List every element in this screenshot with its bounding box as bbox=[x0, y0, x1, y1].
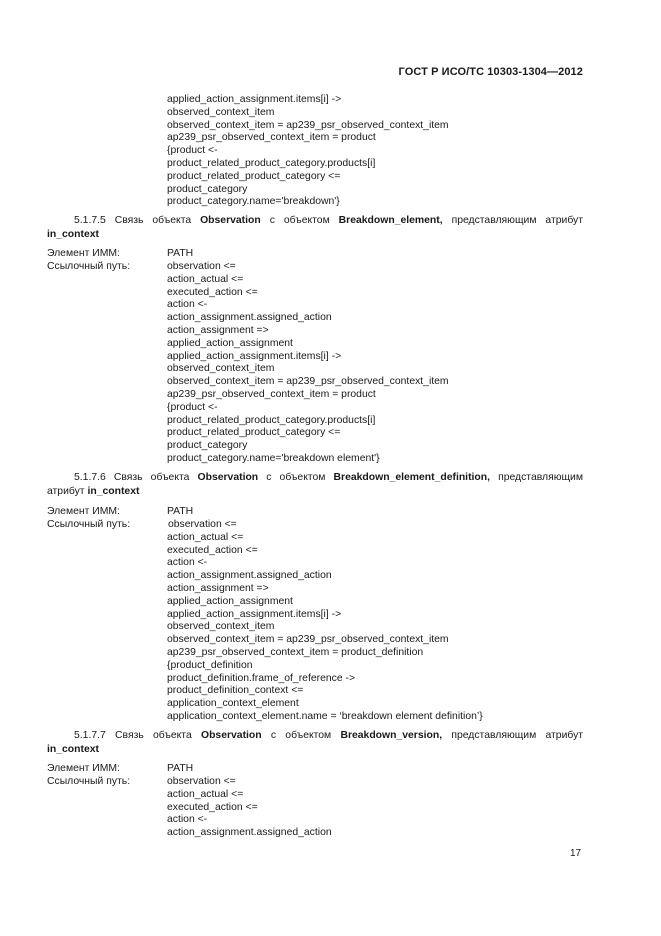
path-line: observed_context_item = ap239_psr_observed_context_item bbox=[167, 119, 449, 131]
path-line: applied_action_assignment bbox=[167, 595, 293, 607]
path-label: Ссылочный путь: bbox=[47, 261, 131, 272]
imm-value: PATH bbox=[167, 763, 194, 774]
path-line: action <- bbox=[167, 299, 208, 311]
path-line: observed_context_item = ap239_psr_observed_context_item bbox=[167, 634, 449, 646]
path-line: action_assignment => bbox=[167, 324, 269, 336]
path-label: Ссылочный путь: bbox=[47, 776, 131, 787]
page-number: 17 bbox=[570, 848, 582, 859]
path-line: observed_context_item = ap239_psr_observed_context_item bbox=[167, 376, 449, 388]
path-line: action_assignment.assigned_action bbox=[167, 827, 332, 839]
section-heading-5177 bbox=[47, 729, 583, 757]
imm-label: Элемент ИММ: bbox=[47, 763, 120, 774]
section-heading-5176 bbox=[47, 471, 583, 499]
path-line: action_actual <= bbox=[167, 531, 244, 543]
path-line: action_assignment => bbox=[167, 582, 269, 594]
path-line: product_category bbox=[167, 440, 248, 452]
path-line: {product <- bbox=[167, 145, 218, 157]
section-heading-5175 bbox=[47, 214, 583, 242]
path-block-5177 bbox=[167, 776, 332, 840]
path-line: product_related_product_category <= bbox=[167, 427, 341, 439]
imm-label: Элемент ИММ: bbox=[47, 248, 120, 259]
path-line: action_actual <= bbox=[167, 788, 244, 800]
path-line: ap239_psr_observed_context_item = product bbox=[167, 388, 376, 400]
path-line: product_definition_context <= bbox=[167, 685, 304, 697]
section-attribute: атрибут in_context bbox=[47, 486, 140, 497]
path-line: product_related_product_category.products[i] bbox=[167, 414, 376, 426]
path-line: executed_action <= bbox=[167, 544, 258, 556]
path-line: executed_action <= bbox=[167, 801, 258, 813]
section-attribute: in_context bbox=[47, 744, 99, 755]
path-line: executed_action <= bbox=[167, 286, 258, 298]
path-line: {product_definition bbox=[167, 659, 253, 671]
path-label: Ссылочный путь: bbox=[47, 519, 131, 530]
section-heading-line: 5.1.7.7 Связь объекта Observation с объектом Breakdown_version, представляющим атрибут bbox=[74, 730, 584, 741]
path-line: applied_action_assignment.items[i] -> bbox=[167, 94, 342, 105]
path-line: observation <= bbox=[167, 776, 236, 787]
path-line: application_context_element.name = ‘breakdown element definition’} bbox=[167, 710, 483, 722]
path-line: product_related_product_category.products[i] bbox=[167, 157, 376, 169]
imm-value: PATH bbox=[167, 506, 194, 517]
path-line: applied_action_assignment.items[i] -> bbox=[167, 608, 342, 620]
path-line: product_category bbox=[167, 183, 248, 195]
path-line: product_definition.frame_of_reference -> bbox=[167, 672, 356, 684]
path-line: ap239_psr_observed_context_item = product bbox=[167, 132, 376, 144]
path-line: ap239_psr_observed_context_item = product_definition bbox=[167, 646, 424, 658]
document-header: ГОСТ Р ИСО/ТС 10303-1304—2012 bbox=[398, 66, 583, 78]
path-line: product_category.name='breakdown'} bbox=[167, 196, 340, 208]
path-line: observation <= bbox=[167, 261, 236, 272]
path-line: product_related_product_category <= bbox=[167, 170, 341, 182]
path-line: action <- bbox=[167, 557, 208, 569]
path-line: observed_context_item bbox=[167, 363, 275, 375]
section-heading-line: 5.1.7.6 Связь объекта Observation с объектом Breakdown_element_definition, представляющим bbox=[74, 472, 583, 483]
imm-label: Элемент ИММ: bbox=[47, 506, 120, 517]
path-line: {product <- bbox=[167, 401, 218, 413]
path-line: observation <= bbox=[168, 519, 237, 530]
path-line: product_category.name='breakdown element'} bbox=[167, 452, 380, 464]
path-line: action_assignment.assigned_action bbox=[167, 312, 332, 324]
path-line: applied_action_assignment bbox=[167, 337, 293, 349]
path-line: observed_context_item bbox=[167, 106, 275, 118]
path-line: action_actual <= bbox=[167, 273, 244, 285]
path-line: applied_action_assignment.items[i] -> bbox=[167, 350, 342, 362]
section-heading-line: 5.1.7.5 Связь объекта Observation с объектом Breakdown_element, представляющим атрибут bbox=[74, 215, 583, 226]
path-line: application_context_element bbox=[167, 698, 299, 710]
path-block-5175 bbox=[167, 261, 449, 466]
path-line: observed_context_item bbox=[167, 621, 275, 633]
path-block-5176 bbox=[167, 519, 483, 724]
imm-value: PATH bbox=[167, 248, 194, 259]
section-attribute: in_context bbox=[47, 229, 99, 240]
path-line: action <- bbox=[167, 814, 208, 826]
path-line: action_assignment.assigned_action bbox=[167, 570, 332, 582]
top-path-block bbox=[167, 94, 449, 209]
